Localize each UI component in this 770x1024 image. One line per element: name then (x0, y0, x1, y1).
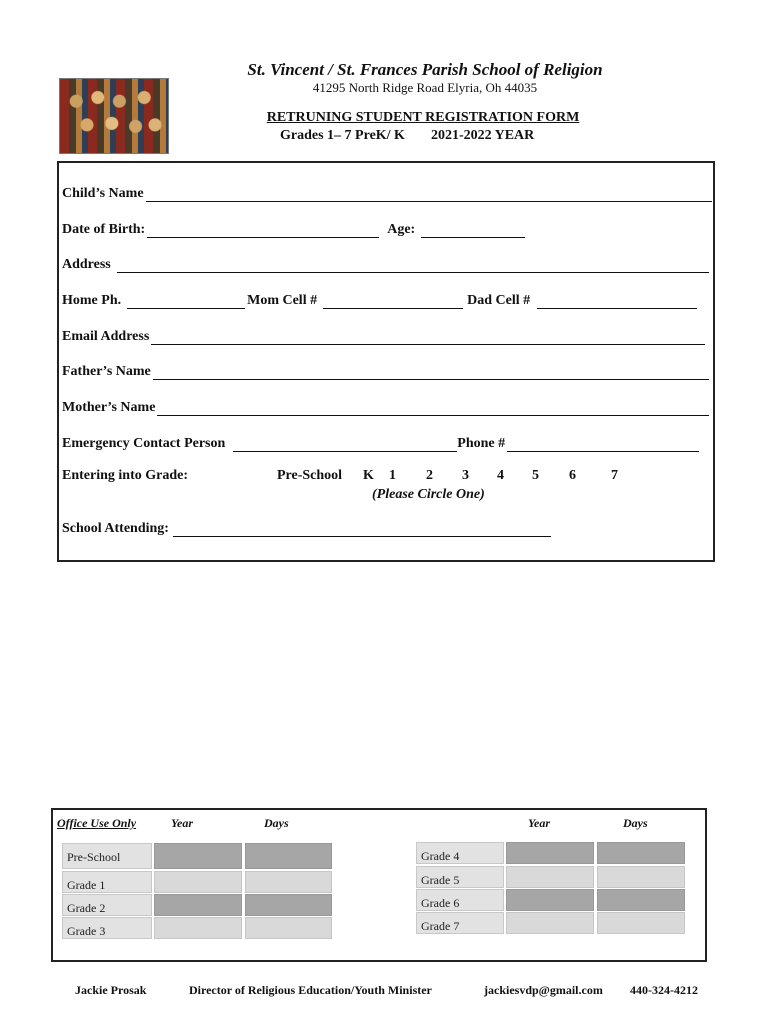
office-grade-label: Grade 2 (62, 894, 152, 916)
childs-name-row (62, 186, 712, 202)
dad-cell-label: Dad Cell # (467, 293, 531, 308)
grades-line: Grades 1– 7 PreK/ K (280, 128, 405, 143)
dob-label: Date of Birth: (62, 222, 146, 237)
days-header-left: Days (264, 816, 289, 830)
office-grade-label: Grade 1 (62, 871, 152, 893)
dad-cell-field[interactable] (537, 296, 697, 309)
office-year-cell[interactable] (506, 889, 594, 911)
office-days-cell[interactable] (597, 866, 685, 888)
phone-label: Phone # (457, 436, 506, 451)
emergency-label: Emergency Contact Person (62, 436, 226, 451)
address-row (62, 257, 709, 273)
entering-grade-label: Entering into Grade: (62, 468, 188, 483)
school-title: St. Vincent / St. Frances Parish School of Religion (247, 60, 603, 79)
emergency-phone-field[interactable] (507, 439, 699, 452)
year-line: 2021-2022 YEAR (430, 128, 535, 143)
year-header-right: Year (528, 816, 550, 830)
father-row (62, 364, 709, 380)
footer-role: Director of Religious Education/Youth Minister (189, 983, 432, 997)
form-title: RETRUNING STUDENT REGISTRATION FORM (266, 110, 580, 125)
age-field[interactable] (421, 225, 525, 238)
office-grade-label: Grade 4 (416, 842, 504, 864)
year-header-left: Year (171, 816, 193, 830)
emergency-field[interactable] (233, 439, 457, 452)
school-attending-field[interactable] (173, 524, 551, 537)
email-label: Email Address (62, 329, 150, 344)
home-phone-label: Home Ph. (62, 293, 122, 308)
childs-name-field[interactable] (146, 189, 712, 202)
grade-option-5[interactable]: 5 (532, 468, 539, 483)
school-attending-label: School Attending: (62, 521, 169, 536)
office-days-cell[interactable] (597, 842, 685, 864)
office-year-cell[interactable] (154, 894, 242, 916)
office-year-cell[interactable] (506, 866, 594, 888)
mother-field[interactable] (157, 403, 709, 416)
office-days-cell[interactable] (597, 889, 685, 911)
office-year-cell[interactable] (506, 912, 594, 934)
office-days-cell[interactable] (245, 843, 332, 869)
circle-one-note: (Please Circle One) (372, 487, 485, 502)
footer-phone: 440-324-4212 (630, 983, 698, 997)
office-use-heading: Office Use Only (57, 816, 137, 830)
grade-option-4[interactable]: 4 (497, 468, 504, 483)
office-days-cell[interactable] (245, 894, 332, 916)
email-field[interactable] (151, 332, 705, 345)
form-subtitle (280, 128, 534, 144)
office-grade-label: Grade 5 (416, 866, 504, 888)
footer-name: Jackie Prosak (75, 983, 147, 997)
office-year-cell[interactable] (506, 842, 594, 864)
age-label: Age: (387, 222, 416, 237)
office-grade-label: Grade 7 (416, 912, 504, 934)
mother-label: Mother’s Name (62, 400, 156, 415)
office-year-cell[interactable] (154, 871, 242, 893)
school-attending-row (62, 521, 551, 537)
dob-field[interactable] (147, 225, 379, 238)
footer-email: jackiesvdp@gmail.com (484, 983, 603, 997)
mother-row (62, 400, 709, 416)
grade-option-3[interactable]: 3 (462, 468, 469, 483)
grade-option-1[interactable]: 1 (389, 468, 396, 483)
school-address: 41295 North Ridge Road Elyria, Oh 44035 (312, 80, 538, 95)
grade-option-preschool[interactable]: Pre-School (277, 468, 343, 483)
office-year-cell[interactable] (154, 917, 242, 939)
dob-row (62, 222, 525, 238)
mom-cell-label: Mom Cell # (247, 293, 318, 308)
grade-option-7[interactable]: 7 (611, 468, 618, 483)
office-days-cell[interactable] (597, 912, 685, 934)
home-phone-field[interactable] (127, 296, 245, 309)
office-year-cell[interactable] (154, 843, 242, 869)
address-field[interactable] (117, 260, 709, 273)
office-grade-label: Grade 6 (416, 889, 504, 911)
office-grade-label: Pre-School (62, 843, 152, 869)
childs-name-label: Child’s Name (62, 186, 144, 201)
phones-row (62, 293, 697, 309)
emergency-row (62, 436, 699, 452)
father-field[interactable] (153, 367, 709, 380)
email-row (62, 329, 705, 345)
grade-option-6[interactable]: 6 (569, 468, 576, 483)
grade-option-k[interactable]: K (363, 468, 374, 483)
days-header-right: Days (623, 816, 648, 830)
office-days-cell[interactable] (245, 917, 332, 939)
office-grade-label: Grade 3 (62, 917, 152, 939)
grade-option-2[interactable]: 2 (426, 468, 433, 483)
father-label: Father’s Name (62, 364, 151, 379)
mom-cell-field[interactable] (323, 296, 463, 309)
address-label: Address (62, 257, 111, 272)
office-days-cell[interactable] (245, 871, 332, 893)
